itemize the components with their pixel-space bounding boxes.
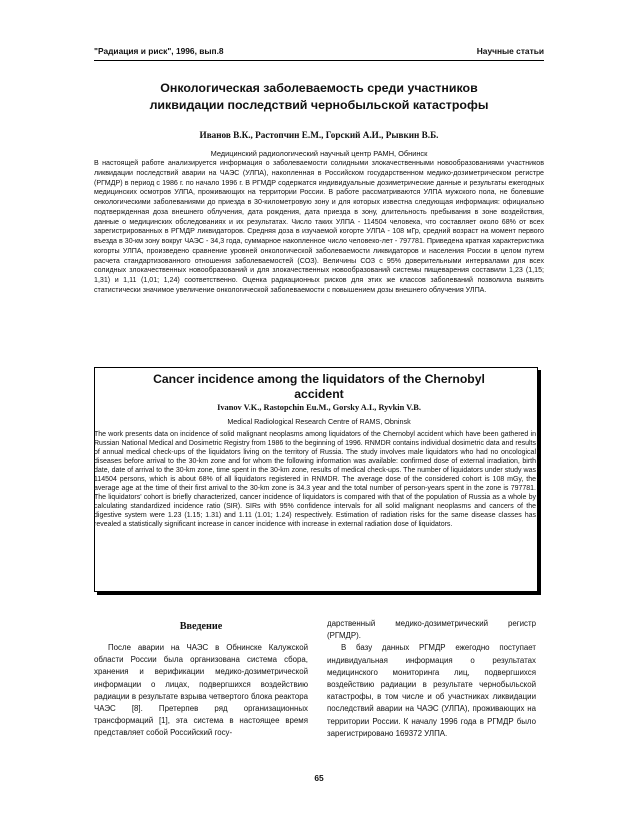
abstract-ru: В настоящей работе анализируется информация о заболеваемости солидными злокачественными новообразованиями участников ликвидации последствий аварии на ЧАЭС (УЛПА), накопленная в Российском государственном медико-дозиметрическом регистре (РГМДР) в период с 1986 г. по начало 1996 г. В РГМДР содержатся индивидуальные дозиметрические данные и результаты ежегодных медицинских осмотров УЛПА, проживающих на территории России. В работе рассматриваются УЛПА мужского пола, не болевшие онкологическими заболеваниями до приезда в 30-километровую зону и для которых известна следующая информация: официально подтвержденная доза внешнего облучения, дата рождения, дата приезда в зону, длительность пребывания в зоне воздействия, данные о медицинских обследованиях и их результатах. Число таких УЛПА - 114504 человека, что составляет около 68% от всех зарегистрированных в РГМДР ликвидаторов. Средняя доза в изучаемой когорте УЛПА - 108 мГр, средний возраст на момент первого въезда в 30-км зону вокруг ЧАЭС - 34,3 года, суммарное накопленное число человеко-лет - 797781. Приведена краткая характеристика когорты УЛПА, произведено сравнение уровней онкологической заболеваемости ликвидаторов и населения России в целом путем расчета стандартизованного отношения заболеваемостей (СОЗ). Величины СОЗ с 95% доверительными интервалами для всех солидных злокачественных новообразований и для злокачественных новообразований системы пищеварения составили 1,23 (1,15; 1,31) и 1,11 (1,01; 1,24) соответственно. Оценка радиационных рисков для этих же классов заболеваний позволила выявить статистически значимое увеличение онкологической заболеваемости с повышением дозы внешнего облучения УЛПА.: [94, 159, 544, 294]
abstract-en: The work presents data on incidence of solid malignant neoplasms among liquidators of the Chernobyl accident which have been gathered in Russian National Medical and Dosimetric Registry from 1986 to the beginning of 1996. RNMDR contains individual dosimetric data and results of annual medical check-ups of the liquidators living on the territory of Russia. The study involves male liquidators who had no oncological diseases before arrival to the 30-km zone and for whom the following information was available: confirmed dose of external irradiation, birth date, date of arrival to the 30-km zone, time spent in the 30-km zone, results of medical check-ups. The number of liquidators under study was 114504 persons, which is about 68% of all liquidators registered in RNMDR. The average dose of the considered cohort is 108 mGy, the average age at the time of their first arrival to the 30-km zone is 34.3 year and the total number of person-years spent in the zone is 797781. The liquidators' cohort is briefly characterized, cancer incidence of liquidators is compared with that of the population of Russia as a whole by calculating standardized incidence ratio (SIR). SIRs with 95% confidence intervals for all solid malignant neoplasms and cancers of the digestive system were 1.23 (1.15; 1.31) and 1.11 (1.01; 1.24) respectively. Estimation of radiation risks for the same disease classes has revealed a statistically significant increase in cancer incidence with increase in external radiation dose of liquidators.: [94, 431, 536, 528]
article-title-en: [94, 372, 544, 401]
running-header: [94, 44, 544, 60]
article-title-ru: [94, 80, 544, 113]
journal-citation: "Радиация и риск", 1996, вып.8: [94, 46, 224, 56]
title-ru-line-1: Онкологическая заболеваемость среди участников: [160, 81, 478, 95]
authors-ru: Иванов В.К., Растопчин Е.М., Горский А.И., Рывкин В.Б.: [199, 130, 439, 140]
right-column: [327, 618, 536, 740]
intro-paragraph-1-continuation: дарственный медико-дозиметрический регистр (РГМДР).: [327, 619, 536, 641]
section-name: Научные статьи: [476, 46, 544, 56]
title-en-line-2: accident: [294, 386, 344, 401]
intro-paragraph-2: В базу данных РГМДР ежегодно поступает индивидуальная информация о результатах медицинского мониторинга лиц, подвергшихся воздействию радиации в результате чернобыльской катастрофы, в том числе и об участниках ликвидации последствий аварии на ЧАЭС (УЛПА), проживающих на территории России. К началу 1996 года в РГМДР было зарегистрировано 169372 УЛПА.: [327, 643, 536, 738]
institution-ru: Медицинский радиологический научный центр РАМН, Обнинск: [210, 149, 428, 158]
authors-en: Ivanov V.K., Rastopchin Eu.M., Gorsky A.I., Ryvkin V.B.: [217, 403, 421, 412]
section-heading-introduction: Введение: [179, 621, 223, 632]
page-number: 65: [314, 773, 324, 783]
title-ru-line-2: ликвидации последствий чернобыльской катастрофы: [149, 97, 489, 112]
institution-en: Medical Radiological Research Centre of RAMS, Obninsk: [227, 417, 411, 426]
intro-paragraph-1: После аварии на ЧАЭС в Обнинске Калужской области России была организована система сбора, хранения и верификации медико-дозиметрической информации о лицах, подвергшихся воздействию радиации в результате взрыва четвертого блока реактора ЧАЭС [8]. Претерпев ряд организационных трансформаций [1], эта система в настоящее время представляет собой Российский госу-: [94, 643, 308, 738]
title-en-line-1: Cancer incidence among the liquidators of the Chernobyl: [153, 372, 485, 386]
left-column: [94, 618, 308, 740]
header-rule: [94, 60, 544, 61]
